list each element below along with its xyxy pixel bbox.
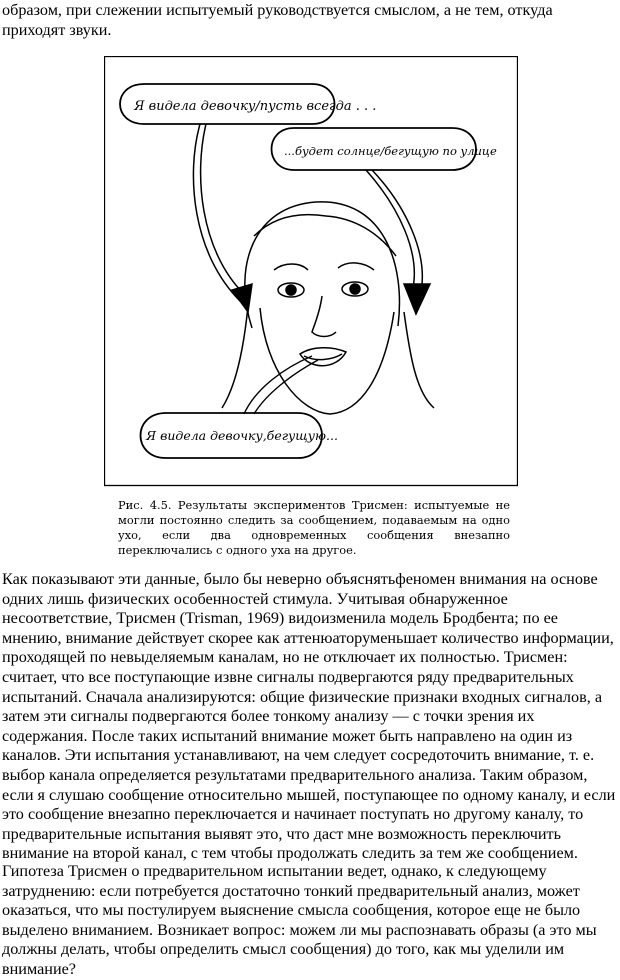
figure-caption: Рис. 4.5. Результаты экспериментов Трисмен: испытуемые не могли постоянно следить за сообщением, подаваемым на одно ухо, если два одновременных сообщения внезапно переключались с одного уха на другое. — [118, 498, 510, 557]
intro-text: образом, при слежении испытуемый руководствуется смыслом, а не тем, откуда приходят звуки. — [2, 1, 553, 39]
bubble-bottom-text: Я видела девочку,бегущую... — [146, 428, 338, 443]
bubble-left-text: Я видела девочку/пусть всегда . . . — [134, 99, 377, 114]
figure-4-5 — [104, 56, 518, 557]
body-paragraph-2: Гипотеза Трисмен о предварительном испытании ведет, однако, к следующему затруднению: если потребуется достаточно тонкий предварительный анализ, может оказаться, что мы постулируем выяснение смысла сообщения, которое еще не было выделено вниманием. Возникает вопрос: можем ли мы распознавать образы (а это мы должны делать, чтобы определить смысл сообщения) до того, как мы уделили им внимание? — [2, 862, 597, 978]
figure-frame — [105, 57, 518, 486]
figure-illustration — [104, 56, 518, 549]
bubble-right-text: ...будет солнце/бегущую по улице — [284, 144, 497, 158]
body-paragraph-1: Как показывают эти данные, было бы неверно объяснятьфеномен внимания на основе одних лишь физических особенностей стимула. Учитывая обнаруженное несоответствие, Трисмен (Trisman, 1969) видоизменила модель Бродбента; по ее мнению, внимание действует скорее как аттенюаторуменьшает количество информации, проходящей по невыделяемым каналам, но не отключает их полностью. Трисмен: считает, что все поступающие извне сигналы подвергаются ряду предварительных испытаний. Сначала анализируются: общие физические признаки входных сигналов, а затем эти сигналы подвергаются более тонкому анализу — с точки зрения их содержания. После таких испытаний внимание может быть направлено на один из каналов. Эти испытания устанавливают, на чем следует сосредоточить внимание, т. е. выбор канала определяется результатами предварительного анализа. Таким образом, если я слушаю сообщение относительно мышей, поступающее по одному каналу, и если это сообщение внезапно переключается и начинает поступать но другому каналу, то предварительные испытания выявят это, что даст мне возможность переключить внимание на второй канал, с тем чтобы продолжать следить за тем же сообщением. — [2, 570, 616, 863]
